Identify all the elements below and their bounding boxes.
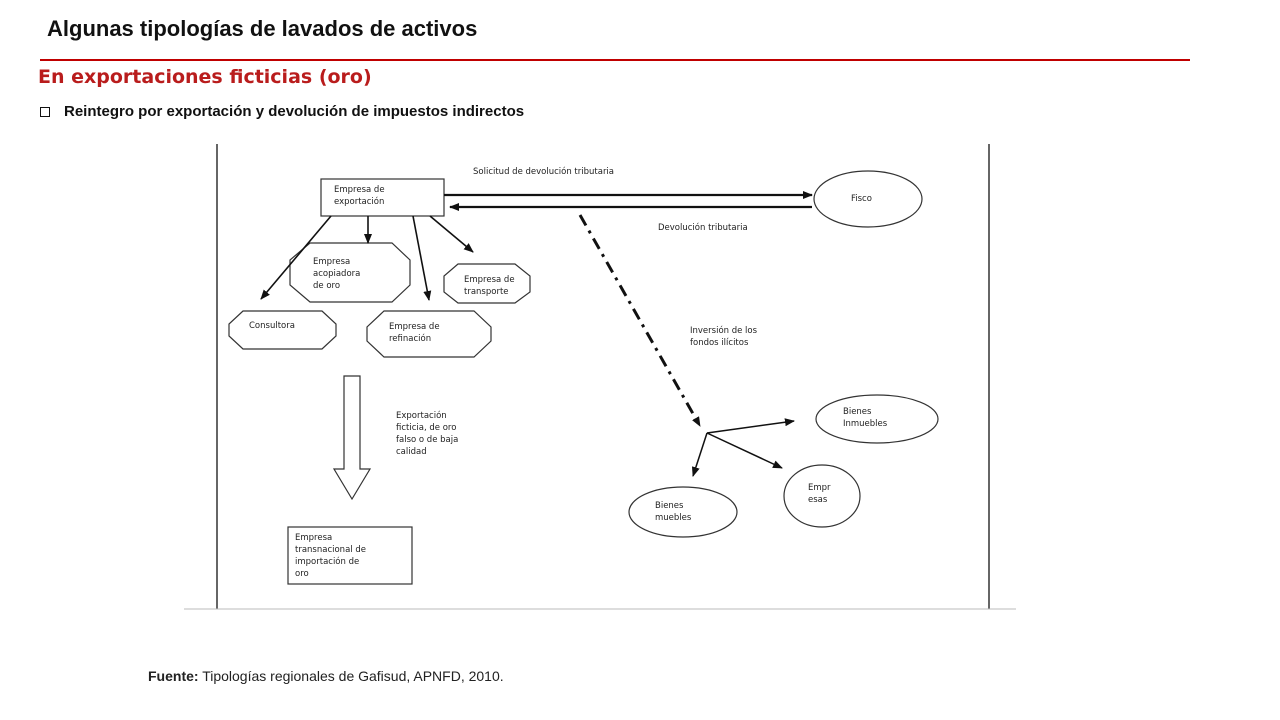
- node-empresa-transnacional: [288, 527, 412, 584]
- node-label-line: Bienes: [655, 501, 684, 511]
- node-label-line: oro: [295, 569, 309, 579]
- node-label-line: Empresa de: [464, 275, 515, 285]
- node-label-line: exportación: [334, 197, 385, 207]
- hollow-down-arrow: [334, 376, 370, 499]
- source-label: Fuente:: [148, 668, 199, 684]
- arrow-to-refinacion: [413, 216, 429, 300]
- node-fisco: [814, 171, 922, 227]
- arrow-to-bienes-muebles: [693, 433, 707, 476]
- node-label-line: Inmuebles: [843, 419, 888, 429]
- node-empresa-acopiadora: [290, 243, 410, 302]
- bullet-text: Reintegro por exportación y devolución de impuestos indirectos: [64, 103, 525, 120]
- node-label-line: Empresa de: [389, 322, 440, 332]
- dashdot-inversion-line: [580, 215, 700, 426]
- node-label-line: Fisco: [851, 194, 872, 204]
- label-exportacion-ficticia: ficticia, de oro: [396, 423, 457, 433]
- arrow-to-empresas: [707, 433, 782, 468]
- node-bienes-muebles: [629, 487, 737, 537]
- node-label-line: Empr: [808, 483, 831, 493]
- slide-title: Algunas tipologías de lavados de activos: [47, 16, 478, 41]
- node-label-line: importación de: [295, 557, 360, 567]
- node-label-line: muebles: [655, 513, 692, 523]
- node-consultora: [229, 311, 336, 349]
- node-bienes-inmuebles: [816, 395, 938, 443]
- slide-subtitle: En exportaciones ficticias (oro): [38, 66, 372, 88]
- label-exportacion-ficticia: Exportación: [396, 411, 447, 421]
- node-label-line: Empresa: [313, 257, 351, 267]
- node-label-line: Empresa: [295, 533, 333, 543]
- label-inversion: fondos ilícitos: [690, 338, 749, 348]
- node-empresa-refinacion: [367, 311, 491, 357]
- source-citation: [148, 668, 504, 684]
- label-devolucion: Devolución tributaria: [658, 223, 748, 233]
- arrow-to-transporte: [430, 216, 473, 252]
- node-empresas: [784, 465, 860, 527]
- label-exportacion-ficticia: calidad: [396, 447, 427, 457]
- source-text: Tipologías regionales de Gafisud, APNFD, 2010.: [198, 668, 504, 684]
- label-inversion: Inversión de los: [690, 326, 758, 336]
- node-label-line: acopiadora: [313, 269, 361, 279]
- node-empresa-transporte: [444, 264, 530, 303]
- node-label-line: Consultora: [249, 321, 295, 331]
- label-solicitud: Solicitud de devolución tributaria: [473, 167, 615, 177]
- node-label-line: transporte: [464, 287, 509, 297]
- node-label-line: de oro: [313, 281, 341, 291]
- node-label-line: refinación: [389, 334, 432, 344]
- arrow-to-bienes-inmuebles: [707, 421, 794, 433]
- node-label-line: Bienes: [843, 407, 872, 417]
- label-exportacion-ficticia: falso o de baja: [396, 435, 459, 445]
- node-empresa-exportacion: [321, 179, 444, 216]
- node-label-line: transnacional de: [295, 545, 366, 555]
- node-label-line: esas: [808, 495, 828, 505]
- node-label-line: Empresa de: [334, 185, 385, 195]
